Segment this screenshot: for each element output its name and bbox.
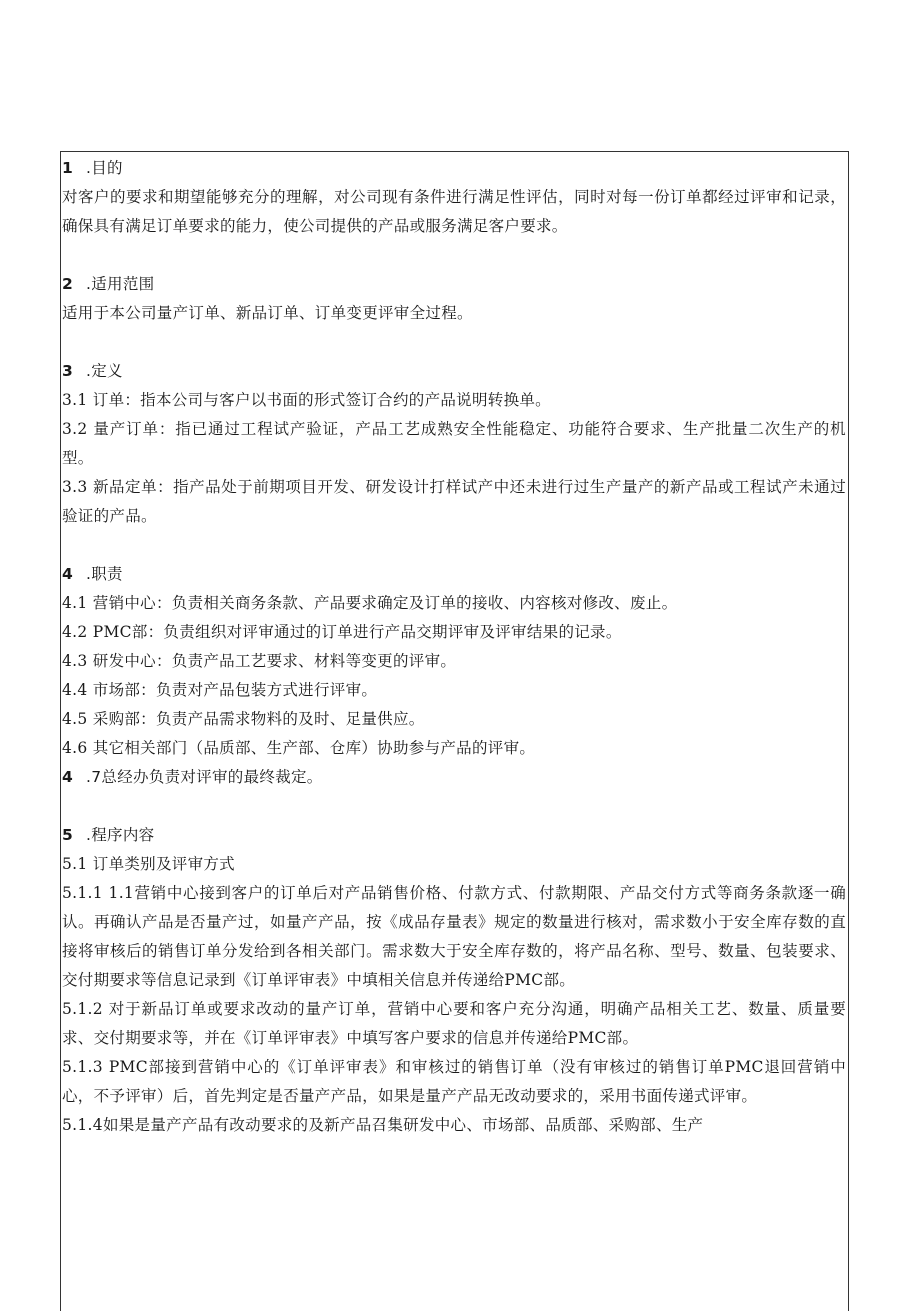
- responsibility-item: 4.2 PMC部：负责组织对评审通过的订单进行产品交期评审及评审结果的记录。: [62, 623, 622, 641]
- section-1-heading: [62, 154, 846, 183]
- section-title: .目的: [86, 159, 123, 177]
- section-number: 5: [62, 826, 74, 844]
- definition-item: 3.3 新品定单：指产品处于前期项目开发、研发设计打样试产中还未进行过生产量产的新产品或工程试产未通过验证的产品。: [62, 478, 846, 525]
- section-number: 1: [62, 159, 74, 177]
- document-body: [62, 154, 846, 1140]
- section-number: 2: [62, 275, 74, 293]
- responsibility-item-last: [62, 763, 846, 792]
- procedure-item: 5.1.3 PMC部接到营销中心的《订单评审表》和审核过的销售订单（没有审核过的销售订单PMC退回营销中心，不予评审）后，首先判定是否量产产品，如果是量产产品无改动要求的，采用书面传递式评审。: [62, 1058, 846, 1105]
- section-title: .程序内容: [86, 826, 155, 844]
- procedure-item: 5.1 订单类别及评审方式: [62, 855, 235, 873]
- section-title: .适用范围: [86, 275, 155, 293]
- item-text: .7总经办负责对评审的最终裁定。: [86, 768, 323, 786]
- section-3-heading: [62, 357, 846, 386]
- section-5-heading: [62, 821, 846, 850]
- responsibility-item: 4.5 采购部：负责产品需求物料的及时、足量供应。: [62, 710, 425, 728]
- procedure-item: 5.1.2 对于新品订单或要求改动的量产订单，营销中心要和客户充分沟通，明确产品相关工艺、数量、质量要求、交付期要求等，并在《订单评审表》中填写客户要求的信息并传递给PMC部。: [62, 1000, 846, 1047]
- definition-item: 3.2 量产订单：指已通过工程试产验证，产品工艺成熟安全性能稳定、功能符合要求、生产批量二次生产的机型。: [62, 420, 846, 467]
- section-2-heading: [62, 270, 846, 299]
- section-number: 3: [62, 362, 74, 380]
- section-number: 4: [62, 565, 74, 583]
- procedure-item: 5.1.4如果是量产产品有改动要求的及新产品召集研发中心、市场部、品质部、采购部、生产: [62, 1116, 704, 1134]
- definition-item: 3.1 订单：指本公司与客户以书面的形式签订合约的产品说明转换单。: [62, 391, 551, 409]
- section-title: .职责: [86, 565, 123, 583]
- procedure-item: 5.1.1 1.1营销中心接到客户的订单后对产品销售价格、付款方式、付款期限、产品交付方式等商务条款逐一确认。再确认产品是否量产过，如量产产品，按《成品存量表》规定的数量进行核对，需求数小于安全库存数的直接将审核后的销售订单分发给到各相关部门。需求数大于安全库存数的，将产品名称、型号、数量、包装要求、交付期要求等信息记录到《订单评审表》中填相关信息并传递给PMC部。: [62, 884, 846, 989]
- section-1-body: 对客户的要求和期望能够充分的理解，对公司现有条件进行满足性评估，同时对每一份订单都经过评审和记录，确保具有满足订单要求的能力，使公司提供的产品或服务满足客户要求。: [62, 188, 846, 235]
- responsibility-item: 4.6 其它相关部门（品质部、生产部、仓库）协助参与产品的评审。: [62, 739, 536, 757]
- section-4-heading: [62, 560, 846, 589]
- item-number: 4: [62, 768, 74, 786]
- section-2-body: 适用于本公司量产订单、新品订单、订单变更评审全过程。: [62, 304, 473, 322]
- responsibility-item: 4.3 研发中心：负责产品工艺要求、材料等变更的评审。: [62, 652, 457, 670]
- responsibility-item: 4.4 市场部：负责对产品包装方式进行评审。: [62, 681, 378, 699]
- section-title: .定义: [86, 362, 123, 380]
- responsibility-item: 4.1 营销中心：负责相关商务条款、产品要求确定及订单的接收、内容核对修改、废止。: [62, 594, 678, 612]
